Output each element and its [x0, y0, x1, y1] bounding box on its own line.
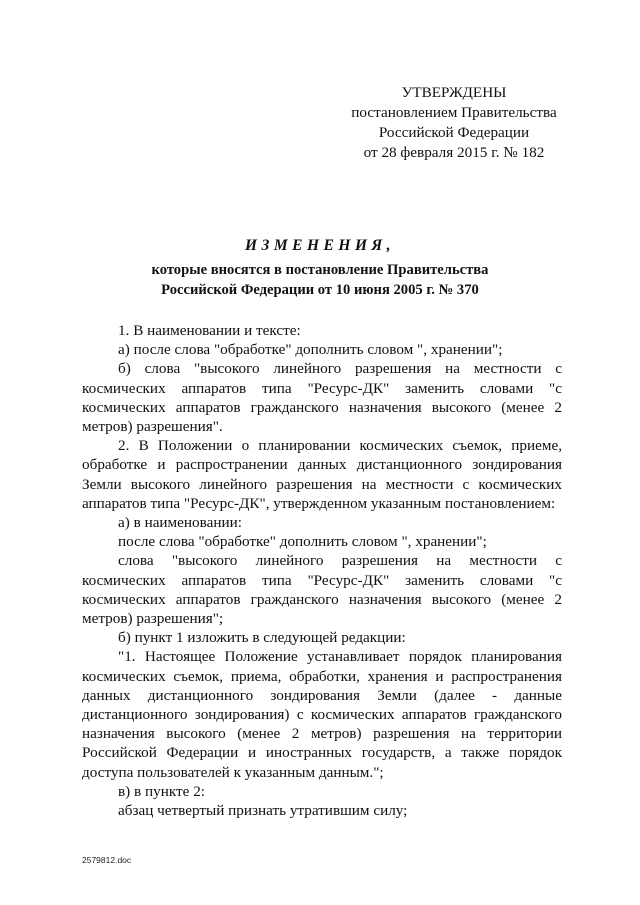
- paragraph: после слова "обработке" дополнить словом ", хранении";: [118, 533, 487, 551]
- paragraph: б) слова "высокого линейного разрешения на местности с космических аппаратов типа "Ресурс-ДК" заменить словами "с космических аппаратов гражданского назначения высокого (менее 2 метров) разрешения".: [82, 360, 562, 436]
- document-title: ИЗМЕНЕНИЯ,: [244, 237, 396, 254]
- paragraph: 2. В Положении о планировании космических съемок, приеме, обработке и распространении данных дистанционного зондирования Земли высокого линейного разрешения на местности с космических аппаратов типа "Ресурс-ДК", утвержденном указанным постановлением:: [82, 437, 562, 512]
- document-subtitle: [0, 261, 640, 300]
- approval-block: [344, 83, 564, 163]
- paragraph: а) после слова "обработке" дополнить словом ", хранении";: [118, 341, 503, 359]
- document-body: [82, 321, 562, 820]
- paragraph: в) в пункте 2:: [118, 782, 206, 800]
- subtitle-line: которые вносятся в постановление Правительства: [151, 262, 489, 278]
- file-name-footer: 2579812.doc: [82, 855, 132, 865]
- approval-title: УТВЕРЖДЕНЫ: [401, 84, 507, 101]
- paragraph: "1. Настоящее Положение устанавливает порядок планирования космических съемок, приема, обработки, хранения и распространения данных дистанционного зондирования Земли (далее - данные дистанционного зондирования) с космических аппаратов гражданского назначения высокого (менее 2 метров) разрешения на территории Российской Федерации и иностранных государств, а также порядок доступа пользователей к указанным данным.";: [82, 648, 562, 781]
- paragraph: абзац четвертый признать утратившим силу;: [118, 802, 408, 820]
- subtitle-line: Российской Федерации от 10 июня 2005 г. № 370: [161, 281, 479, 298]
- paragraph: а) в наименовании:: [118, 514, 242, 532]
- paragraph: 1. В наименовании и тексте:: [118, 322, 301, 339]
- paragraph: б) пункт 1 изложить в следующей редакции:: [118, 629, 406, 647]
- paragraph: слова "высокого линейного разрешения на местности с космических аппаратов типа "Ресурс-ДК" заменить словами "с космических аппаратов гражданского назначения высокого (менее 2 метров) разрешения";: [82, 552, 562, 628]
- approval-line: постановлением Правительства: [351, 104, 557, 121]
- approval-line: Российской Федерации: [378, 124, 530, 141]
- approval-date-number: от 28 февраля 2015 г. № 182: [363, 144, 545, 161]
